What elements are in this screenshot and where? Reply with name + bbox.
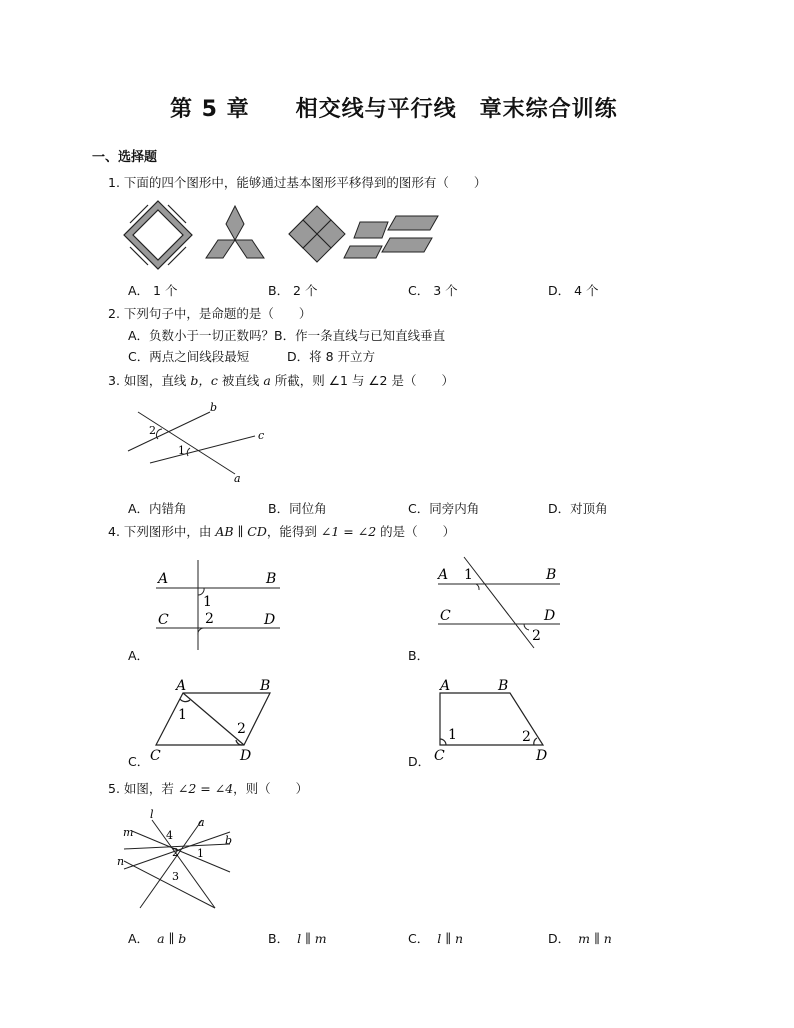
label-c: c (258, 429, 265, 442)
q1-option-d[interactable]: D． 4 个 (548, 283, 599, 298)
fig-c-label-1: 1 (178, 707, 187, 723)
fig-d-label-2: 2 (522, 729, 531, 745)
fig-d-label-C: C (434, 748, 445, 764)
label-angle-1: 1 (178, 444, 185, 457)
question-1-figures (120, 198, 450, 273)
question-4-figure-c (146, 675, 286, 765)
q1-option-b[interactable]: B． 2 个 (268, 283, 318, 298)
question-1-stem: 1. 下面的四个图形中，能够通过基本图形平移得到的图形有（ ） (108, 175, 487, 190)
label-a: a (234, 472, 241, 485)
fig-a-label-A: A (158, 571, 169, 587)
q5-label-b: b (225, 834, 233, 847)
q5-option-c[interactable]: C． l ∥ n (408, 931, 464, 946)
q5-label-n: n (117, 855, 125, 868)
fig-a-label-D: D (264, 612, 276, 628)
q5-label-m: m (123, 826, 134, 839)
question-4-figure-b (430, 552, 570, 652)
q1-option-c[interactable]: C． 3 个 (408, 283, 458, 298)
figure-parallelograms (344, 216, 438, 258)
fig-d-label-1: 1 (448, 727, 457, 743)
q3-option-b[interactable]: B．同位角 (268, 501, 327, 516)
question-5-stem: 5. 如图，若 ∠2 = ∠4，则（ ） (108, 781, 309, 796)
fig-b-label-2: 2 (532, 628, 541, 644)
question-2-stem: 2. 下列句子中，是命题的是（ ） (108, 306, 312, 321)
label-b: b (210, 401, 218, 414)
question-4-stem: 4. 下列图形中，由 AB ∥ CD，能得到 ∠1 = ∠2 的是（ ） (108, 524, 456, 539)
q3-option-d[interactable]: D．对顶角 (548, 501, 608, 516)
q5-label-l: l (150, 808, 154, 821)
q3-option-c[interactable]: C．同旁内角 (408, 501, 480, 516)
question-4-figure-d (430, 675, 570, 765)
q2-option-c[interactable]: C．两点之间线段最短 (128, 349, 250, 364)
fig-b-label-B: B (546, 567, 557, 583)
q5-label-2: 2 (172, 846, 179, 859)
q4-option-d[interactable]: D． (408, 754, 431, 769)
fig-c-label-A: A (176, 678, 187, 694)
question-5-figure (110, 806, 250, 916)
fig-d-label-D: D (536, 748, 548, 764)
q5-label-3: 3 (172, 870, 179, 883)
q1-option-a[interactable]: A． 1 个 (128, 283, 178, 298)
figure-square-frame (124, 201, 192, 269)
q5-option-d[interactable]: D． m ∥ n (548, 931, 612, 946)
q2-options-a-b[interactable]: A．负数小于一切正数吗？B．作一条直线与已知直线垂直 (128, 328, 446, 343)
fig-d-label-B: B (498, 678, 509, 694)
question-3-figure (120, 396, 280, 491)
q4-option-a[interactable]: A． (128, 648, 150, 663)
fig-b-label-D: D (544, 608, 556, 624)
fig-b-label-1: 1 (464, 567, 473, 583)
fig-a-label-1: 1 (203, 594, 212, 610)
fig-b-label-A: A (438, 567, 449, 583)
q5-option-b[interactable]: B． l ∥ m (268, 931, 327, 946)
q5-option-a[interactable]: A． a ∥ b (128, 931, 187, 946)
q4-option-b[interactable]: B． (408, 648, 430, 663)
question-4-figure-a (150, 555, 290, 655)
question-3-stem: 3. 如图，直线 b，c 被直线 a 所截，则 ∠1 与 ∠2 是（ ） (108, 373, 454, 388)
figure-x-squares (289, 206, 345, 262)
fig-a-label-B: B (266, 571, 277, 587)
page-title: 第 5 章 相交线与平行线 章末综合训练 (170, 97, 618, 122)
fig-c-label-D: D (240, 748, 252, 764)
q4-option-c[interactable]: C． (128, 754, 150, 769)
section-heading: 一、选择题 (92, 150, 158, 165)
fig-b-label-C: C (440, 608, 451, 624)
q3-option-a[interactable]: A．内错角 (128, 501, 187, 516)
q2-option-d[interactable]: D．将 8 开立方 (287, 349, 376, 364)
q5-label-a: a (198, 816, 205, 829)
q5-label-4: 4 (166, 829, 173, 842)
fig-c-label-2: 2 (237, 721, 246, 737)
fig-c-label-C: C (150, 748, 161, 764)
figure-three-rhombi (206, 206, 264, 258)
fig-a-label-2: 2 (205, 611, 214, 627)
fig-d-label-A: A (440, 678, 451, 694)
label-angle-2: 2 (149, 424, 156, 437)
fig-a-label-C: C (158, 612, 169, 628)
fig-c-label-B: B (260, 678, 271, 694)
q5-label-1: 1 (197, 847, 204, 860)
